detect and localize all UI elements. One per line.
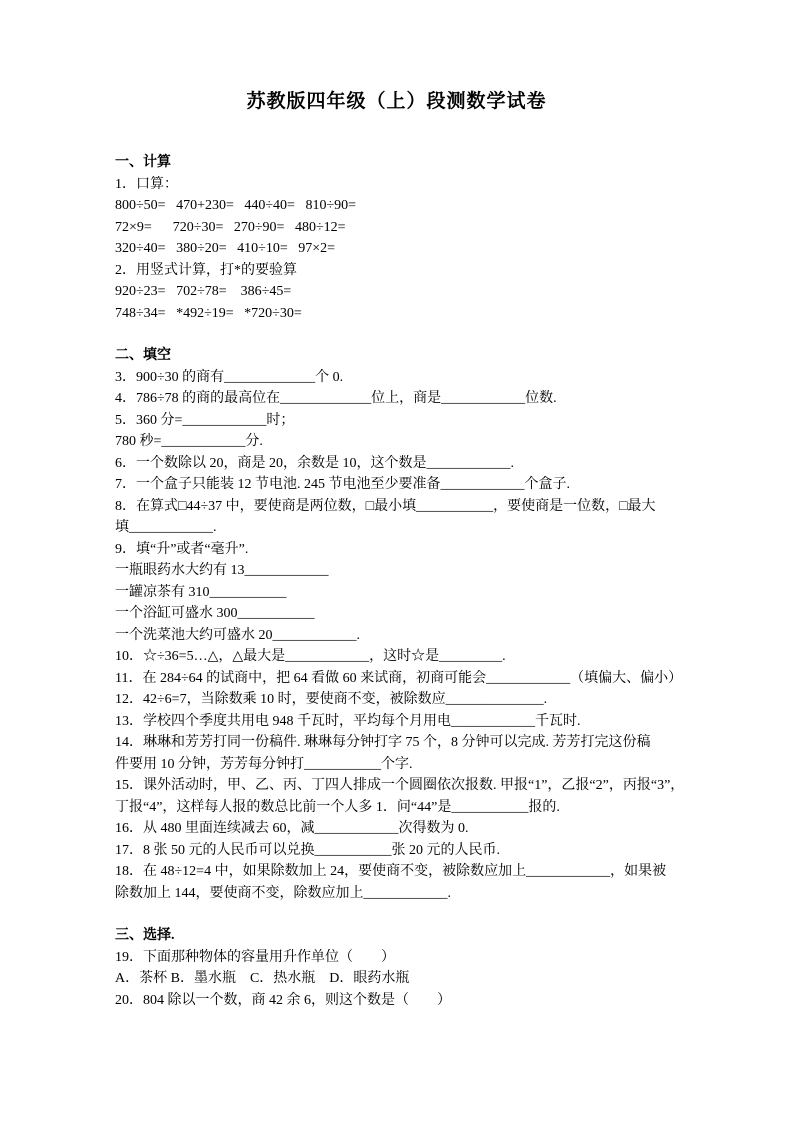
section-calculation <box>115 152 678 324</box>
oral-calc-row-2: 72×9= 720÷30= 270÷90= 480÷12= <box>115 219 346 235</box>
q4: 4．786÷78 的商的最高位在_____________位上，商是____________位数. <box>115 391 557 406</box>
vertical-calc-row-2: 748÷34= *492÷19= *720÷30= <box>115 305 302 321</box>
q15-continued: 丁报“4”，这样每人报的数总比前一个人多 1．问“44”是___________报的. <box>115 799 560 815</box>
q1-oral-calc-label: 1．口算： <box>115 176 178 192</box>
q9-item-sink: 一个洗菜池大约可盛水 20____________. <box>115 627 360 643</box>
section-choice-heading: 三、选择. <box>115 928 175 943</box>
q14-continued: 件要用 10 分钟，芳芳每分钟打___________个字. <box>115 756 413 772</box>
q2-vertical-calc-label: 2．用竖式计算，打*的要验算 <box>115 262 297 278</box>
q5: 5．360 分=____________时； <box>115 412 295 428</box>
q7: 7．一个盒子只能装 12 节电池. 245 节电池至少要准备____________个盒子. <box>115 477 570 492</box>
q10: 10．☆÷36=5…△，△最大是____________，这时☆是_________. <box>115 649 506 664</box>
q8-continued: 填____________. <box>115 520 217 535</box>
oral-calc-row-3: 320÷40= 380÷20= 410÷10= 97×2= <box>115 241 336 256</box>
q17: 17．8 张 50 元的人民币可以兑换___________张 20 元的人民币. <box>115 842 500 858</box>
q9-item-eyedrops: 一瓶眼药水大约有 13____________ <box>115 563 329 578</box>
q15: 15．课外活动时，甲、乙、丙、丁四人排成一个圆圈依次报数. 甲报“1”，乙报“2”，丙报“3”， <box>115 778 685 793</box>
section-multiple-choice <box>115 925 678 1011</box>
q9: 9．填“升”或者“毫升”. <box>115 541 249 557</box>
q9-item-bathtub: 一个浴缸可盛水 300___________ <box>115 606 315 621</box>
q12: 12．42÷6=7，当除数乘 10 时，要使商不变，被除数应______________. <box>115 692 548 707</box>
q18: 18．在 48÷12=4 中，如果除数加上 24，要使商不变，被除数应加上____________，如果被 <box>115 864 667 879</box>
q20: 20．804 除以一个数，商 42 余 6，则这个数是（ ） <box>115 992 451 1008</box>
q5-continued: 780 秒=____________分. <box>115 434 263 449</box>
q6: 6．一个数除以 20，商是 20，余数是 10，这个数是____________. <box>115 455 514 471</box>
q11: 11．在 284÷64 的试商中，把 64 看做 60 来试商，初商可能会____________（填偏大、偏小） <box>115 670 683 686</box>
vertical-calc-row-1: 920÷23= 702÷78= 386÷45= <box>115 284 292 299</box>
q14: 14．琳琳和芳芳打同一份稿件. 琳琳每分钟打字 75 个，8 分钟可以完成. 芳芳打完这份稿 <box>115 735 651 750</box>
q19-options: A．茶杯 B．墨水瓶 C．热水瓶 D．眼药水瓶 <box>115 971 410 986</box>
oral-calc-row-1: 800÷50= 470+230= 440÷40= 810÷90= <box>115 198 357 213</box>
q16: 16．从 480 里面连续减去 60，减____________次得数为 0. <box>115 821 469 836</box>
q9-item-tea: 一罐凉茶有 310___________ <box>115 584 287 600</box>
section-calculation-heading: 一、计算 <box>115 155 171 170</box>
section-fill-in-blank <box>115 345 685 904</box>
section-fill-heading: 二、填空 <box>115 348 171 363</box>
page-title: 苏教版四年级（上）段测数学试卷 <box>246 91 547 112</box>
q18-continued: 除数加上 144，要使商不变，除数应加上____________. <box>115 885 451 901</box>
q8: 8．在算式□44÷37 中，要使商是两位数，□最小填___________，要使商是一位数，□最大 <box>115 498 656 514</box>
q13: 13．学校四个季度共用电 948 千瓦时，平均每个月用电____________千瓦时. <box>115 713 581 729</box>
q19: 19．下面那种物体的容量用升作单位（ ） <box>115 949 395 965</box>
q3: 3．900÷30 的商有_____________个 0. <box>115 369 344 385</box>
